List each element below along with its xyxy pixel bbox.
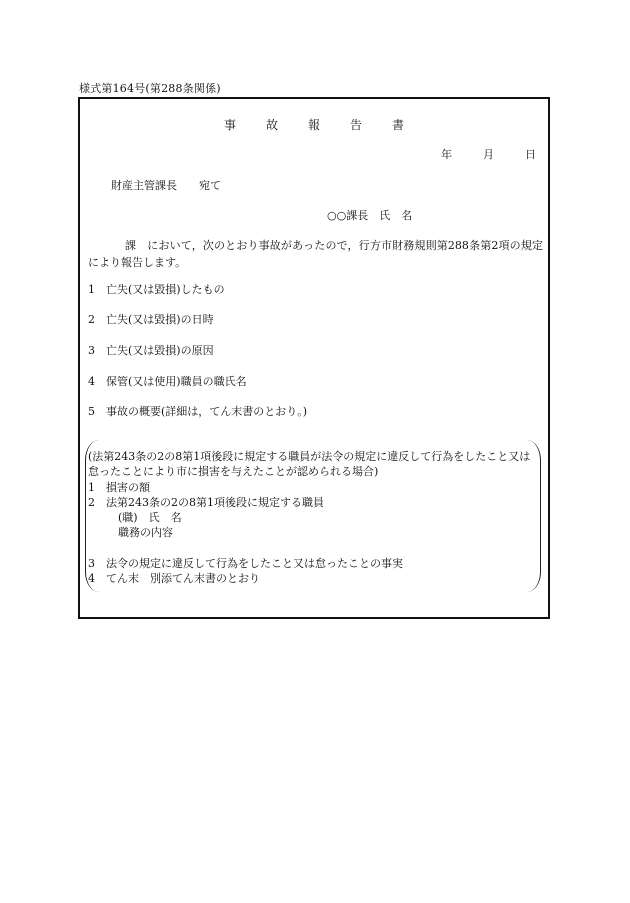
report-frame: [78, 97, 550, 619]
date-month: 月: [483, 148, 494, 161]
sender-name: ○○課長 氏 名: [327, 209, 413, 222]
document-title: 事故報告書: [223, 118, 434, 132]
bracket-staff-name: (職) 氏 名: [118, 511, 182, 525]
date-line: [410, 149, 536, 160]
date-day: 日: [525, 148, 536, 161]
bracket-duties: 職務の内容: [118, 526, 173, 540]
bracket-staff: 2 法第243条の2の8第1項後段に規定する職員: [88, 495, 324, 509]
item-lost-item: 1 亡失(又は毀損)したもの: [88, 283, 225, 296]
item-lost-datetime: 2 亡失(又は毀損)の日時: [88, 313, 214, 326]
bracket-intro: (法第243条の2の8第1項後段に規定する職員が法令の規定に違反して行為をしたこと又は怠ったことにより市に損害を与えたことが認められる場合): [88, 450, 531, 479]
bracket-circumstances: 4 てん末 別添てん末書のとおり: [88, 572, 260, 586]
date-year: 年: [441, 148, 452, 161]
bracket-damage-amount: 1 損害の額: [88, 480, 150, 494]
item-lost-cause: 3 亡失(又は毀損)の原因: [88, 344, 214, 357]
item-custodian: 4 保管(又は使用)職員の職氏名: [88, 375, 247, 388]
addressee: 財産主管課長 宛て: [111, 179, 221, 192]
form-number-label: 様式第164号(第288条関係): [79, 82, 221, 95]
item-accident-summary: 5 事故の概要(詳細は，てん末書のとおり。): [88, 405, 308, 418]
bracket-violation-fact: 3 法令の規定に違反して行為をしたこと又は怠ったことの事実: [88, 556, 403, 570]
bracket-spacer: [88, 541, 533, 556]
bracket-content: [88, 449, 533, 586]
report-body: 課 において，次のとおり事故があったので，行方市財務規則第288条第2項の規定により報告します。: [88, 239, 543, 269]
